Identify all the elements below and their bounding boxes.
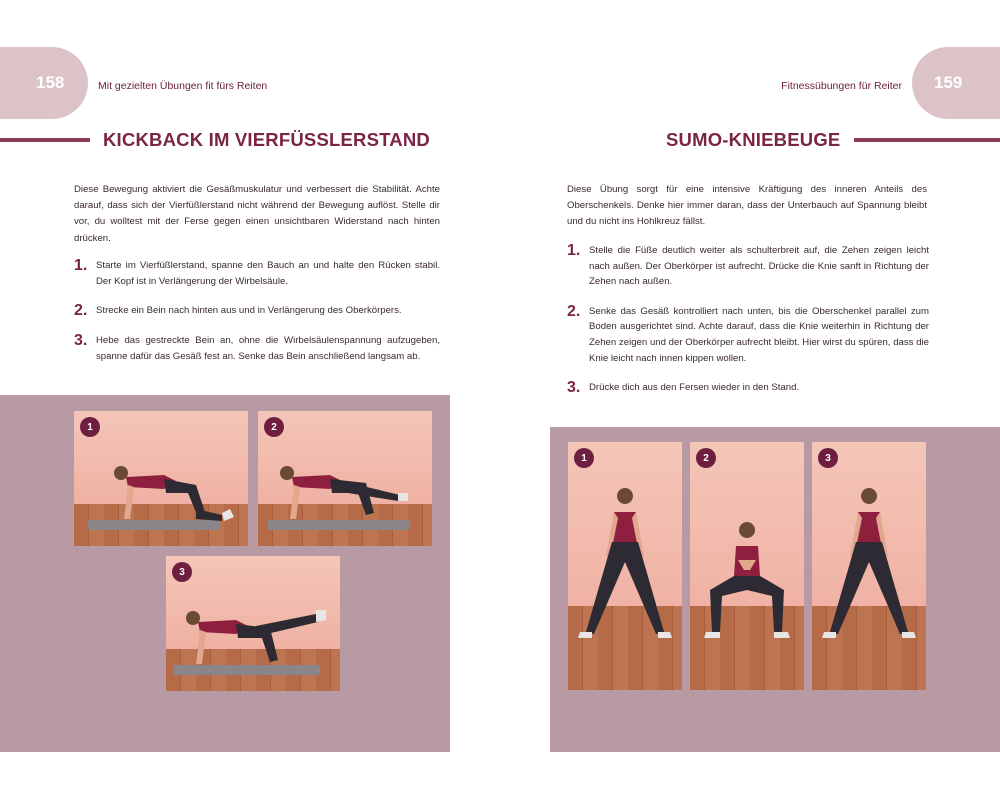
step-number: 2.: [567, 302, 581, 320]
step-number: 1.: [567, 242, 581, 259]
step-list: [74, 258, 440, 378]
step-text: Stelle die Füße deutlich weiter als schulterbreit auf, die Zehen zeigen leicht nach außen. Der Oberkörper ist aufrecht. Drücke die Knie sanft in Richtung der Zehen nach außen.: [589, 245, 929, 288]
photo-panel: [0, 395, 450, 752]
quadruped-start-figure: [104, 453, 234, 533]
step-text: Hebe das gestreckte Bein an, ohne die Wirbelsäulenspannung aufzugeben, spanne dafür das Gesäß fest an. Senke das Bein anschließend langsam ab.: [96, 335, 440, 362]
photo-step-badge: 2: [264, 417, 284, 437]
step-text: Senke das Gesäß kontrolliert nach unten, bis die Oberschenkel parallel zum Boden ausgerichtet sind. Achte darauf, dass die Knie weiterhin in Richtung der Zehen zeigen und der Oberkörper aufrecht bleibt. Hier wirst du spüren, dass die Knie leicht nach innen kippen wollen.: [589, 305, 929, 364]
step-text: Starte im Vierfüßlerstand, spanne den Bauch an und halte den Rücken stabil. Der Kopf ist in Verlängerung der Wirbelsäule.: [96, 260, 440, 287]
page-number-badge: [912, 47, 1000, 119]
exercise-photo: [166, 556, 340, 691]
exercise-title: SUMO-KNIEBEUGE: [666, 129, 841, 150]
exercise-photo: [812, 442, 926, 690]
quadruped-leg-raised-figure: [176, 594, 336, 680]
step-item: [567, 243, 929, 290]
step-list: [567, 243, 929, 410]
title-rule: [0, 138, 90, 142]
running-head: Fitnessübungen für Reiter: [781, 80, 902, 92]
step-item: [74, 303, 440, 319]
step-item: [74, 258, 440, 289]
exercise-title-row: [0, 128, 430, 152]
step-item: [567, 380, 929, 396]
standing-wide-stance-figure: [822, 486, 916, 646]
photo-step-badge: 2: [696, 448, 716, 468]
right-page: [550, 0, 1000, 800]
photo-panel: [550, 427, 1000, 752]
exercise-photo: [258, 411, 432, 546]
left-page: [0, 0, 450, 800]
step-number: 1.: [74, 257, 88, 274]
sumo-squat-figure: [698, 520, 796, 646]
step-number: 2.: [74, 302, 88, 320]
page-gutter: [450, 0, 550, 800]
step-text: Strecke ein Bein nach hinten aus und in Verlängerung des Oberkörpers.: [96, 305, 402, 317]
step-text: Drücke dich aus den Fersen wieder in den Stand.: [589, 382, 800, 394]
intro-paragraph: Diese Bewegung aktiviert die Gesäßmuskulatur und verbessert die Stabilität. Achte darauf, dass sich der Vierfüßlerstand nicht während der Bewegung auflöst. Stelle dir vor, du wolltest mit der Ferse gegen einen unsichtbaren Widerstand nach hinten drücken.: [74, 184, 440, 244]
exercise-photo: [568, 442, 682, 690]
page-number: 158: [36, 73, 65, 92]
standing-wide-stance-figure: [578, 486, 672, 646]
page-number: 159: [934, 73, 963, 92]
step-number: 3.: [74, 332, 88, 350]
quadruped-leg-extended-figure: [270, 455, 420, 535]
exercise-title-row: [666, 128, 1000, 152]
photo-step-badge: 1: [80, 417, 100, 437]
exercise-title: KICKBACK IM VIERFÜSSLERSTAND: [103, 129, 430, 150]
running-head: Mit gezielten Übungen fit fürs Reiten: [98, 80, 268, 92]
step-item: [74, 333, 440, 364]
photo-step-badge: 3: [172, 562, 192, 582]
photo-step-badge: 1: [574, 448, 594, 468]
step-item: [567, 304, 929, 366]
page-number-badge: [0, 47, 88, 119]
intro-paragraph: Diese Übung sorgt für eine intensive Kräftigung des inneren Anteils des Oberschenkels. Denke hier immer daran, dass der Unterbauch auf Spannung bleibt und du nicht ins Hohlkreuz fällst.: [567, 184, 927, 228]
step-number: 3.: [567, 379, 581, 397]
title-rule: [854, 138, 1000, 142]
exercise-photo: [74, 411, 248, 546]
exercise-photo: [690, 442, 804, 690]
photo-step-badge: 3: [818, 448, 838, 468]
